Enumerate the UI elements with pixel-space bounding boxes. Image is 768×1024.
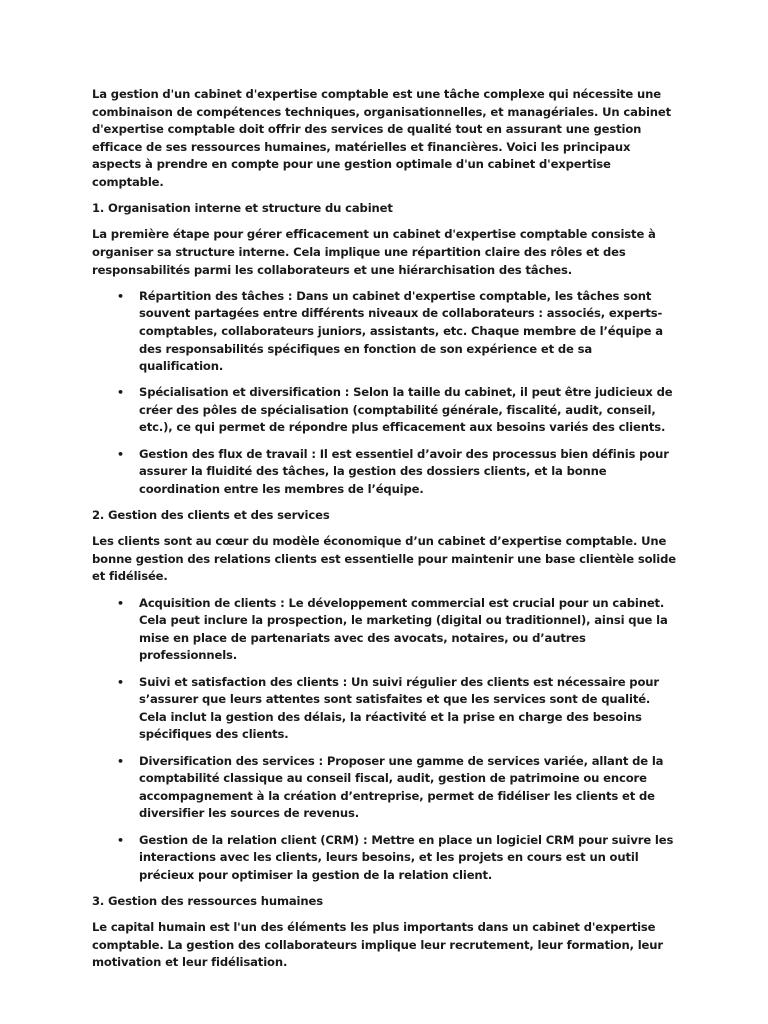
section-paragraph: La première étape pour gérer efficacement un cabinet d'expertise comptable consiste à organiser sa structure interne. Cela implique une répartition claire des rôles et des responsabilités parmi les collaborateurs et une hiérarchisation des tâches. bbox=[92, 227, 656, 277]
bullet-icon: • bbox=[117, 289, 124, 303]
bullet-icon: • bbox=[117, 754, 124, 768]
list-item bbox=[92, 832, 678, 885]
list-item-text: Spécialisation et diversification : Selon la taille du cabinet, il peut être judicieux de créer des pôles de spécialisation (comptabilité générale, fiscalité, audit, conseil, etc.), ce qui permet de répondre plus efficacement aux besoins variés des clients. bbox=[139, 385, 673, 435]
section-paragraph: Les clients sont au cœur du modèle économique d’un cabinet d’expertise comptable. Une bonne gestion des relations clients est essentielle pour maintenir une base clientèle solide et fidélisée. bbox=[92, 534, 676, 584]
section-heading: 2. Gestion des clients et des services bbox=[92, 508, 330, 523]
list-item bbox=[92, 288, 678, 376]
list-item-text: Répartition des tâches : Dans un cabinet d'expertise comptable, les tâches sont souvent partagées entre différents niveaux de collaborateurs : associés, experts-comptables, collaborateurs juniors, assistants, etc. Chaque membre de l’équipe a des responsabilités spécifiques en fonction de son expérience et de sa qualification. bbox=[139, 288, 663, 374]
section-heading: 3. Gestion des ressources humaines bbox=[92, 893, 323, 908]
list-item-text: Diversification des services : Proposer une gamme de services variée, allant de la comptabilité classique au conseil fiscal, audit, gestion de patrimoine ou encore accompagnement à la création d’entreprise, permet de fidéliser les clients et de diversifier les sources de revenus. bbox=[139, 753, 664, 821]
list-item-text: Suivi et satisfaction des clients : Un suivi régulier des clients est nécessaire pour s’assurer que leurs attentes sont satisfaites et que les services sont de qualité. Cela inclut la gestion des délais, la réactivité et la prise en charge des besoins spécifiques des clients. bbox=[139, 674, 659, 742]
intro-paragraph: La gestion d'un cabinet d'expertise comptable est une tâche complexe qui nécessite une combinaison de compétences techniques, organisationnelles, et managériales. Un cabinet d'expertise comptable doit offrir des services de qualité tout en assurant une gestion efficace de ses ressources humaines, matérielles et financières. Voici les principaux aspects à prendre en compte pour une gestion optimale d'un cabinet d'expertise comptable. bbox=[92, 87, 671, 189]
bullet-icon: • bbox=[117, 833, 124, 847]
bullet-icon: • bbox=[117, 447, 124, 461]
bullet-list bbox=[92, 288, 678, 499]
list-item bbox=[92, 446, 678, 499]
bullet-list bbox=[92, 595, 678, 885]
list-item bbox=[92, 753, 678, 823]
list-item bbox=[92, 384, 678, 437]
bullet-icon: • bbox=[117, 596, 124, 610]
section-heading: 1. Organisation interne et structure du cabinet bbox=[92, 201, 393, 216]
list-item bbox=[92, 674, 678, 744]
section-paragraph: Le capital humain est l'un des éléments les plus importants dans un cabinet d'expertise comptable. La gestion des collaborateurs implique leur recrutement, leur formation, leur motivation et leur fidélisation. bbox=[92, 920, 663, 970]
list-item-text: Gestion de la relation client (CRM) : Mettre en place un logiciel CRM pour suivre les interactions avec les clients, leurs besoins, et les projets en cours est un outil précieux pour optimiser la gestion de la relation client. bbox=[139, 832, 674, 882]
list-item bbox=[92, 595, 678, 665]
bullet-icon: • bbox=[117, 675, 124, 689]
list-item-text: Gestion des flux de travail : Il est essentiel d’avoir des processus bien définis pour assurer la fluidité des tâches, la gestion des dossiers clients, et la bonne coordination entre les membres de l’équipe. bbox=[139, 446, 669, 496]
list-item-text: Acquisition de clients : Le développement commercial est crucial pour un cabinet. Cela peut inclure la prospection, le marketing (digital ou traditionnel), ainsi que la mise en place de partenariats avec des avocats, notaires, ou d’autres professionnels. bbox=[139, 595, 668, 663]
bullet-icon: • bbox=[117, 386, 124, 400]
